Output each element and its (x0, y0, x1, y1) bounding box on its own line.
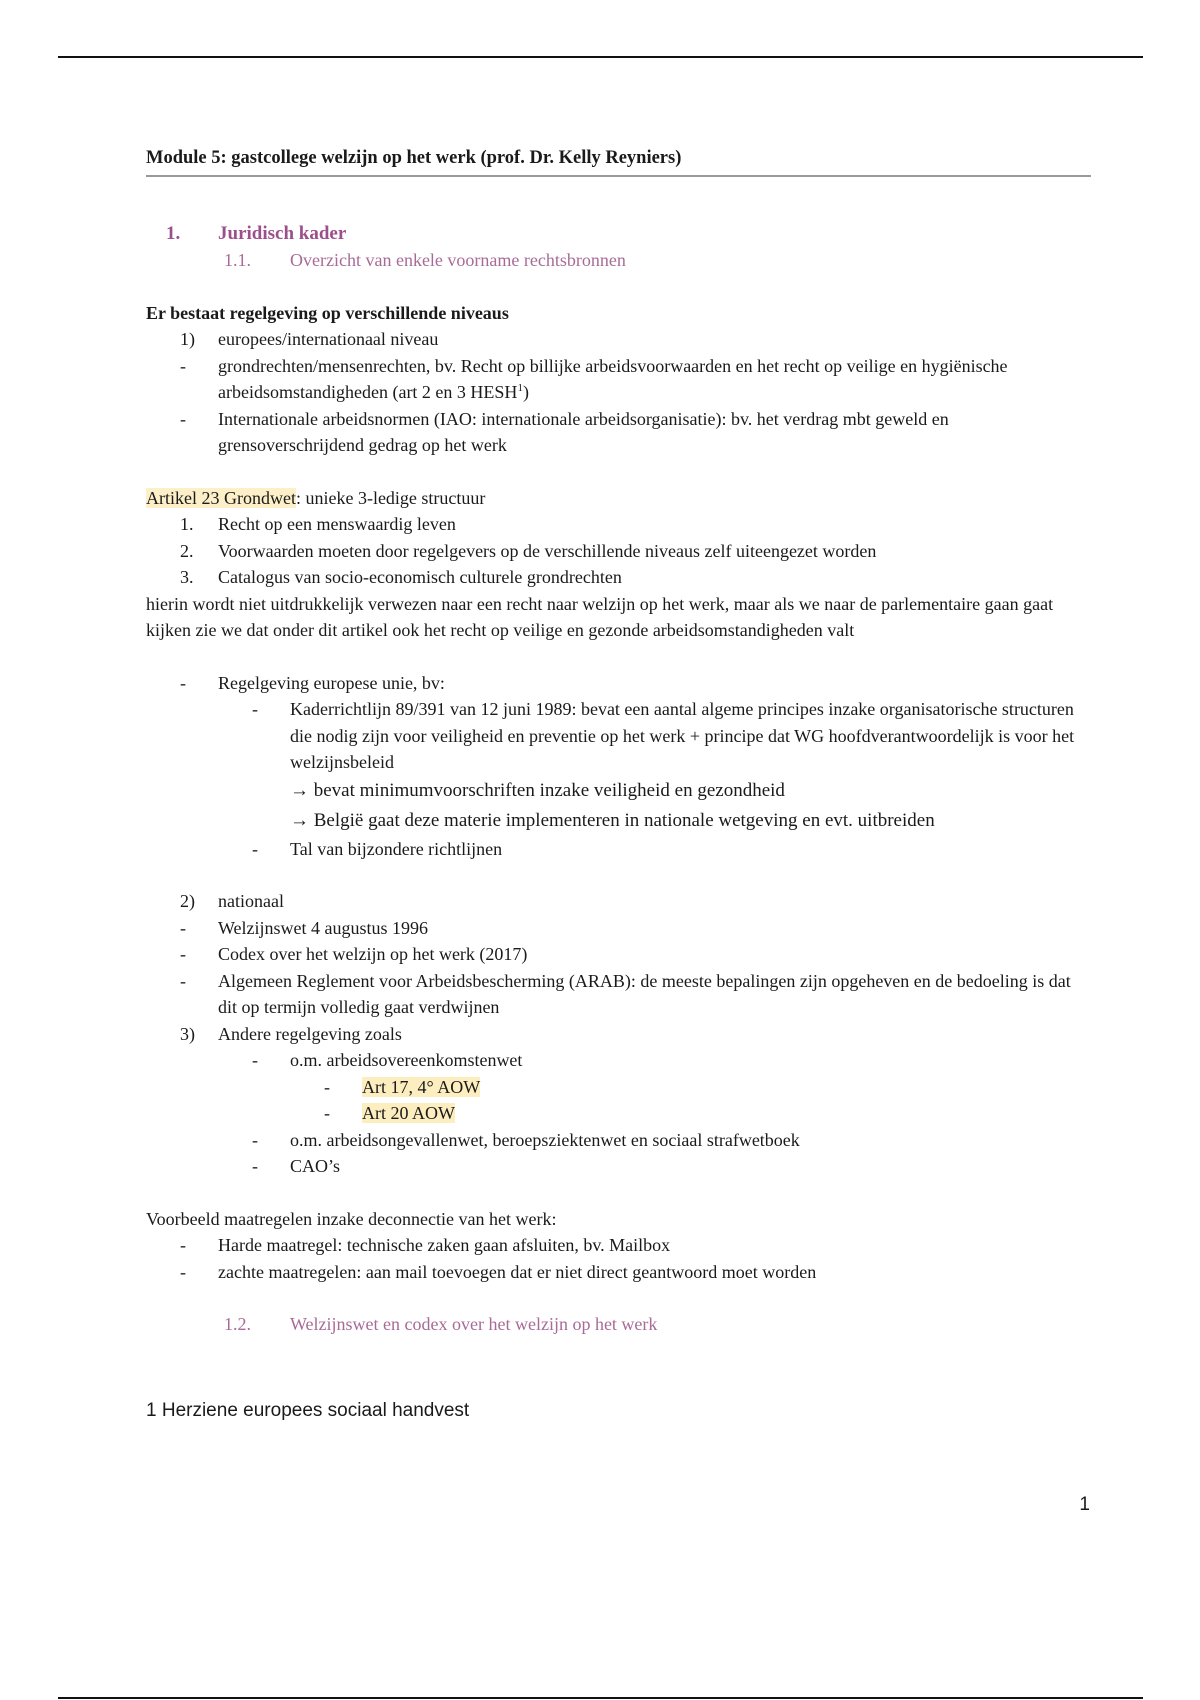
section-heading-1 (146, 221, 1091, 248)
list-text: Harde maatregel: technische zaken gaan afsluiten, bv. Mailbox (218, 1235, 671, 1255)
list-number: 1) (180, 329, 195, 349)
art23-heading: Artikel 23 Grondwet: unieke 3-ledige structuur (146, 487, 486, 508)
highlighted-text: Art 20 AOW (362, 1103, 455, 1123)
bullet-marker: - (180, 944, 186, 964)
list-item (146, 406, 1091, 459)
list-item (146, 670, 1091, 697)
section-number: 1. (166, 222, 181, 244)
section-heading-1-2 (146, 1311, 1091, 1338)
list-text: Catalogus van socio-economisch culturele grondrechten (218, 567, 622, 587)
bullet-marker: - (252, 1156, 258, 1176)
highlighted-text: Art 17, 4° AOW (362, 1076, 481, 1097)
list-text: Andere regelgeving zoals (218, 1023, 402, 1044)
list-number: 2) (180, 891, 195, 911)
list-text: grondrechten/mensenrechten, bv. Recht op billijke arbeidsvoorwaarden en het recht op veilige en hygiënische arbeidsomstandigheden (art 2 en 3 HESH$^1$) (218, 355, 1008, 402)
list-text: Codex over het welzijn op het werk (2017) (218, 944, 528, 964)
list-item (146, 511, 1091, 538)
section-label: Welzijnswet en codex over het welzijn op het werk (290, 1314, 658, 1334)
list-text: Tal van bijzondere richtlijnen (290, 838, 503, 859)
header-rule (58, 56, 1143, 58)
list-item (146, 538, 1091, 565)
bullet-marker: - (180, 355, 186, 376)
list-number: 3) (180, 1023, 195, 1044)
list-item (146, 915, 1091, 942)
list-item (146, 353, 1091, 406)
page-title: Module 5: gastcollege welzijn op het werk (prof. Dr. Kelly Reyniers) (146, 145, 1091, 177)
list-item (146, 696, 1091, 776)
bullet-marker: - (252, 838, 258, 859)
section-heading-1-1 (146, 247, 1091, 274)
footnote: 1 Herziene europees sociaal handvest (146, 1399, 470, 1421)
bullet-marker: - (180, 1235, 186, 1255)
list-text: CAO’s (290, 1156, 341, 1176)
list-text: Internationale arbeidsnormen (IAO: internationale arbeidsorganisatie): bv. het verdrag mbt geweld en grensoverschrijdend gedrag op het werk (218, 408, 949, 455)
list-text: Kaderrichtlijn 89/391 van 12 juni 1989: bevat een aantal algeme principes inzake organisatorische structuren die nodig zijn voor veiligheid en preventie op het werk + principe dat WG hoofdverantwoordelijk is voor het welzijnsbeleid (290, 699, 1075, 772)
highlighted-text: Artikel 23 Grondwet (146, 487, 296, 508)
arrow-note: → België gaat deze materie implementeren in nationale wetgeving en evt. uitbreiden (290, 809, 935, 831)
bullet-marker: - (180, 1261, 186, 1282)
list-item (146, 1153, 1091, 1180)
list-item (146, 1021, 1091, 1048)
list-text: Algemeen Reglement voor Arbeidsbescherming (ARAB): de meeste bepalingen zijn opgeheven en de bedoeling is dat dit op termijn volledig gaat verdwijnen (218, 970, 1071, 1017)
list-item (146, 1100, 1091, 1127)
section-label: Juridisch kader (218, 222, 347, 244)
bullet-marker: - (180, 970, 186, 991)
list-number: 1. (180, 514, 194, 534)
bullet-marker: - (252, 1129, 258, 1150)
bullet-marker: - (324, 1076, 330, 1097)
list-item (146, 564, 1091, 591)
bullet-marker: - (324, 1103, 330, 1123)
list-text: zachte maatregelen: aan mail toevoegen dat er niet direct geantwoord moet worden (218, 1261, 817, 1282)
list-item (146, 1127, 1091, 1154)
list-text: Voorwaarden moeten door regelgevers op de verschillende niveaus zelf uiteengezet worden (218, 540, 877, 561)
bullet-marker: - (252, 699, 258, 719)
bullet-marker: - (252, 1050, 258, 1070)
list-item (146, 326, 1091, 353)
document-body (146, 145, 1091, 1424)
list-text: nationaal (218, 891, 284, 911)
bullet-marker: - (180, 408, 186, 429)
example-heading: Voorbeeld maatregelen inzake deconnectie van het werk: (146, 1208, 557, 1229)
list-text: o.m. arbeidsovereenkomstenwet (290, 1050, 523, 1070)
list-text: Welzijnswet 4 augustus 1996 (218, 917, 429, 938)
section-label: Overzicht van enkele voorname rechtsbronnen (290, 250, 626, 270)
intro-heading: Er bestaat regelgeving op verschillende niveaus (146, 302, 509, 323)
list-item (146, 941, 1091, 968)
list-item (146, 1232, 1091, 1259)
bullet-marker: - (180, 672, 186, 693)
arrow-note: → bevat minimumvoorschriften inzake veiligheid en gezondheid (290, 779, 785, 801)
list-text: europees/internationaal niveau (218, 329, 439, 349)
footnote-ref[interactable]: 1 (517, 382, 523, 394)
section-number: 1.2. (224, 1314, 251, 1334)
paragraph: hierin wordt niet uitdrukkelijk verwezen naar een recht naar welzijn op het werk, maar als we naar de parlementaire gaan gaat kijken zie we dat onder dit artikel ook het recht op veilige en gezonde arbeidsomstandigheden valt (146, 593, 1054, 640)
list-item (146, 836, 1091, 863)
list-text: o.m. arbeidsongevallenwet, beroepsziektenwet en sociaal strafwetboek (290, 1129, 800, 1150)
list-item (146, 1047, 1091, 1074)
footer-rule (58, 1697, 1143, 1699)
list-item (146, 888, 1091, 915)
section-number: 1.1. (224, 250, 251, 270)
list-number: 2. (180, 540, 194, 561)
list-item (146, 968, 1091, 1021)
page-number: 1 (1079, 1494, 1090, 1515)
list-item (146, 1259, 1091, 1286)
list-text: Regelgeving europese unie, bv: (218, 672, 445, 693)
list-item (146, 1074, 1091, 1101)
list-number: 3. (180, 567, 194, 587)
bullet-marker: - (180, 917, 186, 938)
list-text: Recht op een menswaardig leven (218, 514, 456, 534)
